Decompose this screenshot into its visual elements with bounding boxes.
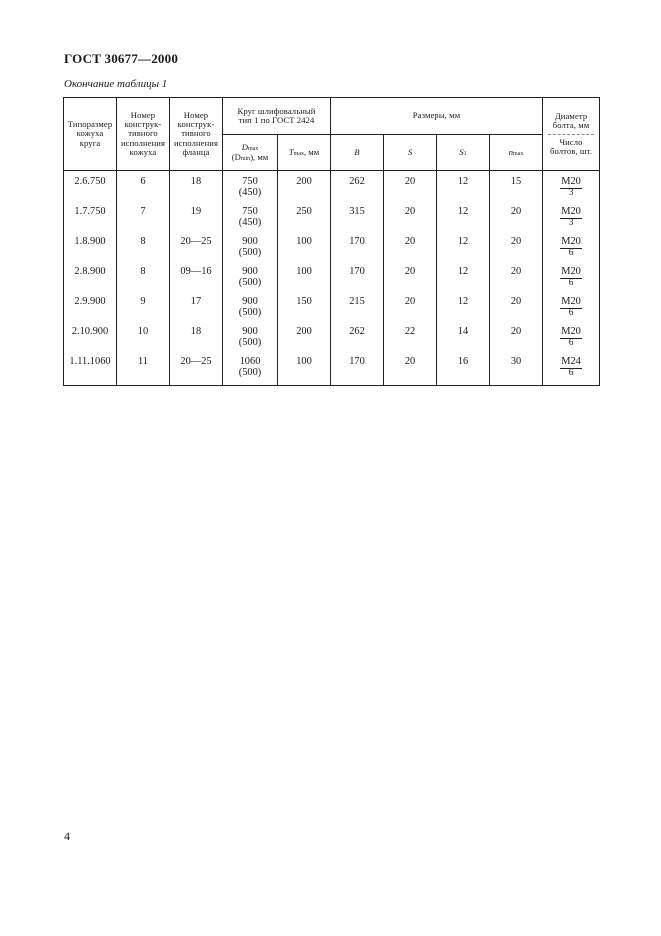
table-row [64, 353, 600, 386]
cell-dmax: 900 (500) [223, 263, 278, 293]
cell-flange: 20—25 [170, 233, 223, 263]
cell-type: 2.6.750 [64, 171, 117, 204]
cell-s: 22 [384, 323, 437, 353]
cell-dmax: 750 (450) [223, 171, 278, 204]
header-sizes: Размеры, мм [331, 98, 543, 135]
table-row [64, 293, 600, 323]
cell-s: 20 [384, 203, 437, 233]
cell-s1: 12 [437, 203, 490, 233]
cell-s: 20 [384, 171, 437, 204]
cell-s: 20 [384, 263, 437, 293]
cell-bolt: $\frac{M20}{6}$ [543, 293, 600, 323]
cell-s1: 12 [437, 171, 490, 204]
cell-bolt: $\frac{M20}{6}$ [543, 233, 600, 263]
cell-tmax: 100 [278, 233, 331, 263]
cell-b: 170 [331, 263, 384, 293]
cell-tmax: 150 [278, 293, 331, 323]
page-number: 4 [64, 829, 70, 843]
cell-b: 262 [331, 323, 384, 353]
cell-b: 315 [331, 203, 384, 233]
cell-casing: 8 [117, 233, 170, 263]
header-s: S [384, 135, 437, 171]
cell-type: 1.7.750 [64, 203, 117, 233]
table-header [64, 98, 600, 171]
cell-nmax: 20 [490, 263, 543, 293]
cell-tmax: 100 [278, 353, 331, 386]
cell-flange: 19 [170, 203, 223, 233]
cell-dmax: 900 (500) [223, 233, 278, 263]
cell-flange: 20—25 [170, 353, 223, 386]
cell-s: 20 [384, 353, 437, 386]
cell-flange: 18 [170, 171, 223, 204]
cell-s: 20 [384, 293, 437, 323]
cell-bolt: $\frac{M20}{6}$ [543, 263, 600, 293]
cell-tmax: 200 [278, 171, 331, 204]
header-flange-design: Номер конструк- тивного исполнения фланца [170, 98, 223, 171]
cell-dmax: 900 (500) [223, 293, 278, 323]
specification-table [63, 97, 600, 386]
header-grinding-wheel: Круг шлифовальный тип 1 по ГОСТ 2424 [223, 98, 331, 135]
cell-casing: 8 [117, 263, 170, 293]
table-row [64, 323, 600, 353]
header-b: B [331, 135, 384, 171]
cell-s1: 16 [437, 353, 490, 386]
cell-flange: 09—16 [170, 263, 223, 293]
cell-flange: 18 [170, 323, 223, 353]
cell-type: 1.8.900 [64, 233, 117, 263]
cell-tmax: 200 [278, 323, 331, 353]
cell-casing: 7 [117, 203, 170, 233]
cell-s1: 14 [437, 323, 490, 353]
cell-b: 170 [331, 233, 384, 263]
header-nmax: nmax [490, 135, 543, 171]
table-caption: Окончание таблицы 1 [64, 78, 168, 90]
cell-bolt: $\frac{M20}{6}$ [543, 323, 600, 353]
header-divider [548, 134, 594, 135]
cell-tmax: 250 [278, 203, 331, 233]
table-row [64, 203, 600, 233]
cell-nmax: 20 [490, 203, 543, 233]
header-casing-design: Номер конструк- тивного исполнения кожуха [117, 98, 170, 171]
cell-b: 262 [331, 171, 384, 204]
cell-dmax: 1060 (500) [223, 353, 278, 386]
cell-nmax: 20 [490, 323, 543, 353]
cell-b: 170 [331, 353, 384, 386]
cell-nmax: 15 [490, 171, 543, 204]
cell-s: 20 [384, 233, 437, 263]
header-bolt: Диаметр болта, мм Число болтов, шт. [543, 98, 600, 171]
cell-type: 1.11.1060 [64, 353, 117, 386]
header-type-size: Типоразмер кожуха круга [64, 98, 117, 171]
table-row [64, 171, 600, 204]
table-row [64, 263, 600, 293]
cell-dmax: 900 (500) [223, 323, 278, 353]
cell-type: 2.8.900 [64, 263, 117, 293]
header-tmax: Tmax, мм [278, 135, 331, 171]
cell-casing: 9 [117, 293, 170, 323]
cell-bolt: $\frac{M24}{6}$ [543, 353, 600, 386]
cell-casing: 11 [117, 353, 170, 386]
cell-s1: 12 [437, 233, 490, 263]
header-s1: S1 [437, 135, 490, 171]
cell-type: 2.10.900 [64, 323, 117, 353]
table-body [64, 171, 600, 386]
cell-casing: 6 [117, 171, 170, 204]
cell-flange: 17 [170, 293, 223, 323]
table-row [64, 233, 600, 263]
document-header: ГОСТ 30677—2000 [64, 51, 179, 66]
cell-s1: 12 [437, 263, 490, 293]
cell-nmax: 20 [490, 233, 543, 263]
cell-nmax: 20 [490, 293, 543, 323]
cell-b: 215 [331, 293, 384, 323]
cell-casing: 10 [117, 323, 170, 353]
cell-s1: 12 [437, 293, 490, 323]
cell-tmax: 100 [278, 263, 331, 293]
cell-type: 2.9.900 [64, 293, 117, 323]
cell-bolt: $\frac{M20}{3}$ [543, 203, 600, 233]
cell-dmax: 750 (450) [223, 203, 278, 233]
header-dmax: Dmax (Dmin), мм [223, 135, 278, 171]
cell-bolt: $\frac{M20}{3}$ [543, 171, 600, 204]
cell-nmax: 30 [490, 353, 543, 386]
